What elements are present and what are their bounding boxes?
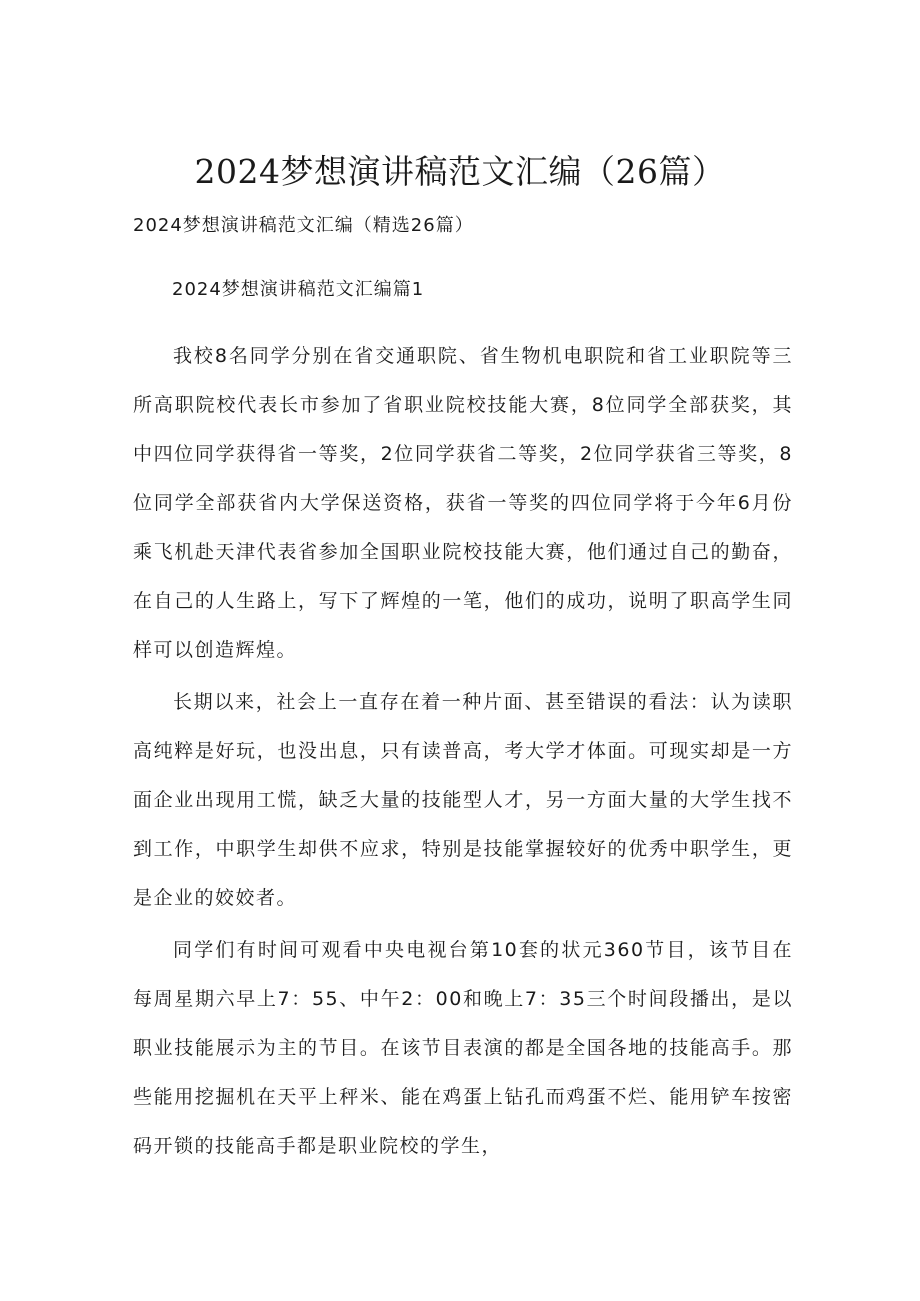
paragraph-1: 我校8名同学分别在省交通职院、省生物机电职院和省工业职院等三所高职院校代表长市参加了省职业院校技能大赛，8位同学全部获奖，其中四位同学获得省一等奖，2位同学获省二等奖，2位同学获省三等奖，8位同学全部获省内大学保送资格，获省一等奖的四位同学将于今年6月份乘飞机赴天津代表省参加全国职业院校技能大赛，他们通过自己的勤奋，在自己的人生路上，写下了辉煌的一笔，他们的成功，说明了职高学生同样可以创造辉煌。 [133, 345, 793, 661]
document-title: 2024梦想演讲稿范文汇编（26篇） [194, 152, 726, 191]
paragraph-2: 长期以来，社会上一直存在着一种片面、甚至错误的看法：认为读职高纯粹是好玩，也没出息，只有读普高，考大学才体面。可现实却是一方面企业出现用工慌，缺乏大量的技能型人才，另一方面大量的大学生找不到工作，中职学生却供不应求，特别是技能掌握较好的优秀中职学生，更是企业的姣姣者。 [133, 691, 793, 909]
section-heading: 2024梦想演讲稿范文汇编篇1 [172, 279, 425, 300]
document-subtitle: 2024梦想演讲稿范文汇编（精选26篇） [133, 215, 474, 236]
paragraph-3: 同学们有时间可观看中央电视台第10套的状元360节目，该节目在每周星期六早上7：55、中午2：00和晚上7：35三个时间段播出，是以职业技能展示为主的节目。在该节目表演的都是全国各地的技能高手。那些能用挖掘机在天平上秤米、能在鸡蛋上钻孔而鸡蛋不烂、能用铲车按密码开锁的技能高手都是职业院校的学生， [133, 939, 793, 1157]
